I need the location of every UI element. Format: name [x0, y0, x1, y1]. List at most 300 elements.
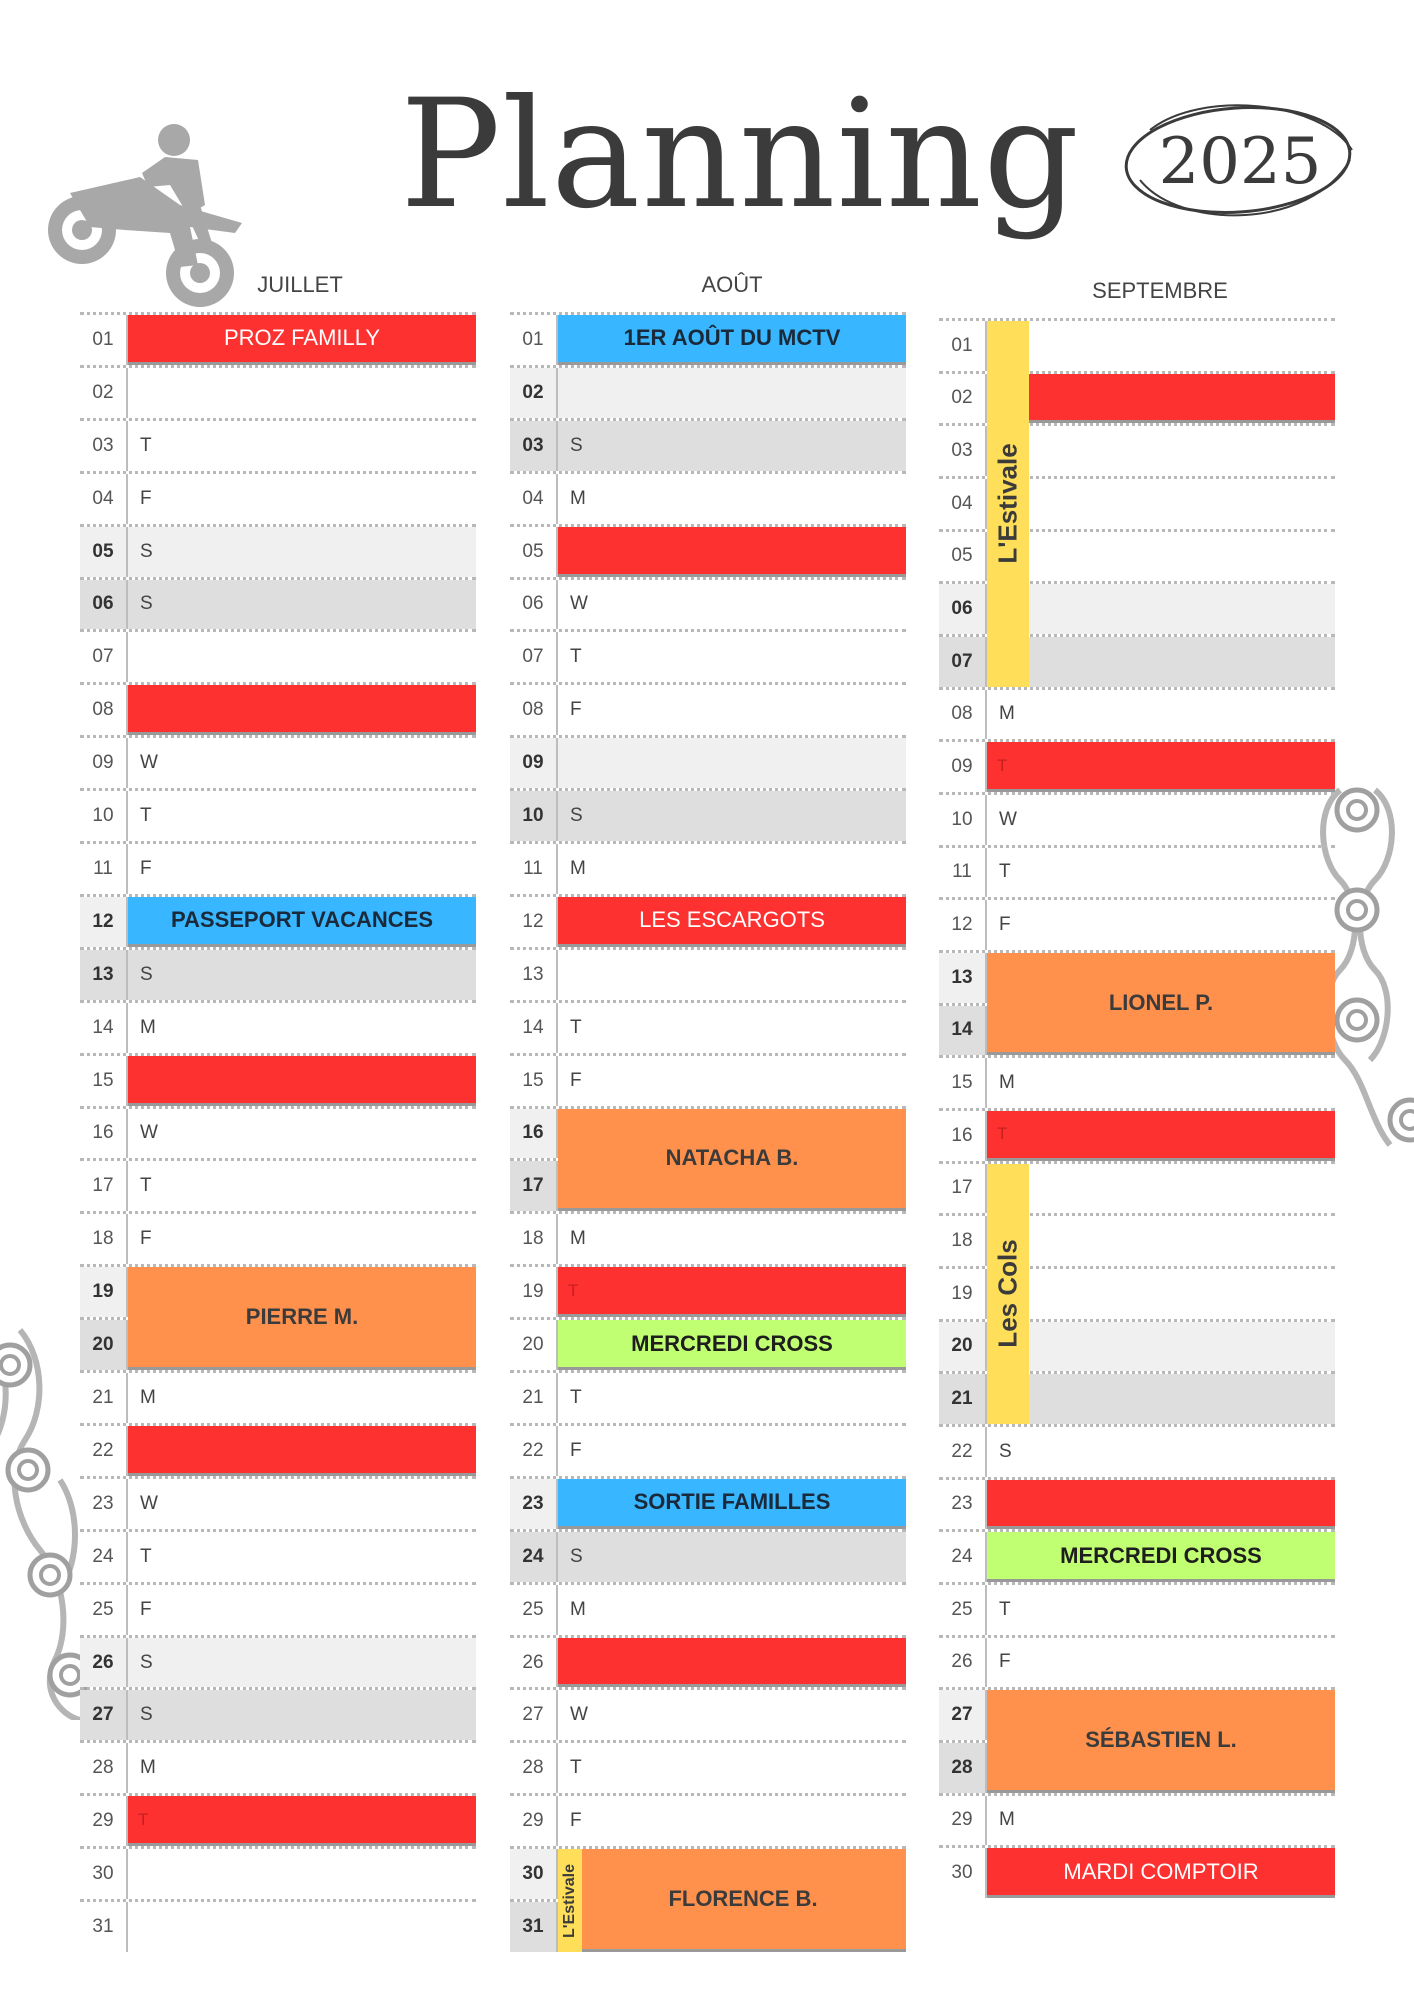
day-number: 30 — [939, 1848, 987, 1898]
day-number: 27 — [510, 1690, 558, 1740]
event-label: 1ER AOÛT DU MCTV — [623, 325, 841, 351]
weekday-letter: T — [570, 1757, 582, 1779]
day-row — [510, 682, 906, 735]
event-label: PASSEPORT VACANCES — [170, 907, 433, 933]
day-number: 11 — [510, 844, 558, 894]
day-cell[interactable] — [987, 1585, 1335, 1635]
day-cell[interactable] — [558, 368, 906, 418]
weekday-letter: W — [140, 1492, 158, 1514]
event-block[interactable] — [1027, 374, 1335, 424]
weekday-letter: W — [570, 593, 588, 615]
day-cell[interactable] — [987, 1427, 1335, 1477]
day-cell[interactable] — [128, 1003, 476, 1053]
day-number: 18 — [939, 1216, 987, 1266]
day-number: 17 — [510, 1161, 558, 1211]
weekday-letter: T — [999, 861, 1011, 883]
day-cell[interactable] — [128, 632, 476, 682]
period-band[interactable] — [558, 1849, 582, 1952]
day-number: 31 — [510, 1902, 558, 1952]
weekday-letter: M — [570, 857, 586, 879]
day-row — [939, 792, 1335, 845]
day-number: 27 — [80, 1690, 128, 1740]
day-cell[interactable] — [558, 1214, 906, 1264]
day-row — [80, 1582, 476, 1635]
day-number: 04 — [510, 474, 558, 524]
weekday-letter: S — [570, 805, 583, 827]
weekday-letter: T — [570, 1387, 582, 1408]
day-row — [510, 365, 906, 418]
year-label: 2025 — [1158, 125, 1322, 199]
day-cell[interactable] — [987, 1796, 1335, 1846]
day-cell[interactable] — [558, 1056, 906, 1106]
day-row — [939, 1055, 1335, 1108]
day-row — [80, 1899, 476, 1952]
weekday-letter: T — [140, 434, 152, 456]
day-number: 14 — [80, 1003, 128, 1053]
weekday-letter: T — [997, 755, 1008, 775]
day-row — [80, 1476, 476, 1529]
day-row — [80, 1740, 476, 1793]
day-row — [80, 735, 476, 788]
day-number: 19 — [939, 1269, 987, 1319]
day-cell[interactable] — [987, 1164, 1335, 1214]
day-row — [939, 1635, 1335, 1688]
day-number: 04 — [80, 474, 128, 524]
day-number: 03 — [939, 426, 987, 476]
weekday-letter: T — [570, 1016, 582, 1038]
day-number: 13 — [510, 950, 558, 1000]
day-row — [510, 629, 906, 682]
day-cell[interactable] — [558, 738, 906, 788]
weekday-letter: M — [140, 1757, 156, 1779]
period-band[interactable] — [987, 321, 1029, 687]
day-cell[interactable] — [558, 474, 906, 524]
weekday-letter: M — [570, 487, 586, 509]
day-row — [80, 841, 476, 894]
event-block[interactable] — [128, 685, 476, 735]
day-number: 09 — [510, 738, 558, 788]
day-number: 25 — [510, 1585, 558, 1635]
day-cell[interactable] — [558, 844, 906, 894]
day-cell[interactable] — [987, 426, 1335, 476]
day-row — [510, 1793, 906, 1846]
event-label: NATACHA B. — [665, 1145, 799, 1171]
weekday-letter: W — [140, 1122, 158, 1144]
day-row — [80, 1635, 476, 1688]
event-block[interactable] — [128, 1426, 476, 1476]
day-number: 16 — [510, 1109, 558, 1159]
day-cell[interactable] — [987, 584, 1335, 634]
day-number: 25 — [80, 1585, 128, 1635]
weekday-letter: F — [999, 914, 1011, 936]
day-cell[interactable] — [128, 1214, 476, 1264]
weekday-letter: T — [570, 646, 582, 668]
day-number: 10 — [510, 791, 558, 841]
day-number: 21 — [80, 1373, 128, 1423]
day-number: 18 — [80, 1214, 128, 1264]
day-number: 04 — [939, 479, 987, 529]
day-number: 19 — [80, 1267, 128, 1317]
weekday-letter: F — [140, 1598, 152, 1620]
day-number: 24 — [510, 1532, 558, 1582]
day-number: 08 — [80, 685, 128, 735]
event-block[interactable] — [558, 527, 906, 577]
day-number: 24 — [80, 1532, 128, 1582]
day-cell[interactable] — [558, 685, 906, 735]
day-cell[interactable] — [128, 1161, 476, 1211]
event-block[interactable] — [128, 1267, 476, 1370]
day-cell[interactable] — [128, 1638, 476, 1688]
day-number: 09 — [939, 742, 987, 792]
day-cell[interactable] — [987, 795, 1335, 845]
day-row — [80, 947, 476, 1000]
day-row — [939, 687, 1335, 740]
day-cell[interactable] — [558, 580, 906, 630]
day-row — [510, 418, 906, 471]
weekday-letter: S — [140, 593, 153, 615]
day-number: 03 — [80, 421, 128, 471]
day-number: 11 — [939, 848, 987, 898]
event-label: FLORENCE B. — [668, 1886, 818, 1912]
day-row — [510, 1370, 906, 1423]
day-cell[interactable] — [987, 1374, 1335, 1424]
weekday-letter: W — [140, 752, 158, 774]
day-number: 26 — [939, 1638, 987, 1688]
day-number: 15 — [510, 1056, 558, 1106]
weekday-letter: M — [570, 1228, 586, 1250]
weekday-letter: M — [999, 703, 1015, 725]
day-number: 02 — [80, 368, 128, 418]
day-row — [80, 1846, 476, 1899]
day-number: 20 — [510, 1320, 558, 1370]
day-number: 05 — [510, 527, 558, 577]
weekday-letter: T — [140, 805, 152, 827]
day-number: 12 — [510, 897, 558, 947]
weekday-letter: M — [140, 1387, 156, 1408]
day-number: 02 — [510, 368, 558, 418]
day-row — [510, 841, 906, 894]
weekday-letter: T — [140, 1175, 152, 1197]
event-label: MERCREDI CROSS — [631, 1330, 833, 1356]
weekday-letter: S — [140, 1651, 153, 1673]
day-number: 06 — [510, 580, 558, 630]
day-cell[interactable] — [128, 1902, 476, 1952]
event-label: MERCREDI CROSS — [1060, 1542, 1262, 1568]
day-number: 14 — [939, 1006, 987, 1056]
weekday-letter: M — [999, 1072, 1015, 1094]
day-cell[interactable] — [558, 1426, 906, 1476]
day-cell[interactable] — [558, 1373, 906, 1423]
day-cell[interactable] — [987, 1058, 1335, 1108]
weekday-letter: W — [570, 1704, 588, 1726]
weekday-letter: T — [568, 1280, 579, 1300]
day-number: 19 — [510, 1267, 558, 1317]
day-row — [939, 1424, 1335, 1477]
month-title-septembre: SEPTEMBRE — [1092, 278, 1228, 303]
day-row — [510, 1423, 906, 1476]
month-column-aout — [510, 312, 906, 1952]
day-number: 02 — [939, 374, 987, 424]
weekday-letter: T — [997, 1124, 1008, 1144]
weekday-letter: M — [140, 1016, 156, 1038]
weekday-letter: S — [140, 963, 153, 985]
day-row — [510, 735, 906, 788]
event-block[interactable] — [558, 315, 906, 365]
day-row — [510, 1687, 906, 1740]
day-number: 29 — [80, 1796, 128, 1846]
day-number: 22 — [510, 1426, 558, 1476]
day-number: 01 — [939, 321, 987, 371]
day-cell[interactable] — [558, 1585, 906, 1635]
period-band[interactable] — [987, 1164, 1029, 1424]
day-cell[interactable] — [558, 1003, 906, 1053]
day-number: 24 — [939, 1532, 987, 1582]
day-number: 01 — [80, 315, 128, 365]
day-number: 23 — [510, 1479, 558, 1529]
day-number: 21 — [939, 1374, 987, 1424]
day-row — [939, 1793, 1335, 1846]
day-cell[interactable] — [128, 527, 476, 577]
day-number: 26 — [80, 1638, 128, 1688]
day-cell[interactable] — [128, 791, 476, 841]
day-cell[interactable] — [128, 1479, 476, 1529]
day-number: 13 — [939, 953, 987, 1003]
event-block[interactable] — [128, 897, 476, 947]
day-cell[interactable] — [128, 421, 476, 471]
day-row — [80, 1000, 476, 1053]
day-cell[interactable] — [128, 1373, 476, 1423]
day-row — [80, 629, 476, 682]
day-row — [510, 1582, 906, 1635]
event-label: SÉBASTIEN L. — [1085, 1726, 1237, 1752]
day-cell[interactable] — [128, 844, 476, 894]
month-column-septembre — [939, 318, 1335, 1898]
weekday-letter: M — [570, 1598, 586, 1620]
day-cell[interactable] — [558, 421, 906, 471]
day-number: 23 — [80, 1479, 128, 1529]
weekday-letter: S — [140, 1704, 153, 1726]
day-number: 17 — [80, 1161, 128, 1211]
weekday-letter: T — [140, 1545, 152, 1567]
day-cell[interactable] — [987, 848, 1335, 898]
day-cell[interactable] — [987, 900, 1335, 950]
day-row — [510, 1053, 906, 1106]
day-row — [939, 845, 1335, 898]
event-block[interactable] — [987, 1111, 1335, 1161]
day-row — [510, 577, 906, 630]
event-block[interactable] — [987, 1848, 1335, 1898]
event-block[interactable] — [128, 315, 476, 365]
day-row — [510, 1740, 906, 1793]
event-block[interactable] — [987, 742, 1335, 792]
day-number: 17 — [939, 1164, 987, 1214]
event-block[interactable] — [558, 897, 906, 947]
day-number: 30 — [510, 1849, 558, 1899]
day-number: 28 — [510, 1743, 558, 1793]
day-number: 22 — [939, 1427, 987, 1477]
day-row — [510, 788, 906, 841]
weekday-letter: S — [140, 540, 153, 562]
day-cell[interactable] — [987, 1216, 1335, 1266]
day-row — [80, 524, 476, 577]
weekday-letter: S — [570, 1545, 583, 1567]
day-row — [80, 1106, 476, 1159]
day-number: 23 — [939, 1480, 987, 1530]
event-block[interactable] — [987, 1532, 1335, 1582]
day-cell[interactable] — [128, 1690, 476, 1740]
weekday-letter: T — [999, 1598, 1011, 1620]
weekday-letter: M — [999, 1809, 1015, 1831]
day-number: 10 — [80, 791, 128, 841]
day-number: 22 — [80, 1426, 128, 1476]
event-block[interactable] — [987, 1690, 1335, 1792]
year-badge — [1120, 90, 1360, 240]
day-row — [510, 1000, 906, 1053]
day-row — [80, 1687, 476, 1740]
day-row — [80, 788, 476, 841]
day-row — [80, 1211, 476, 1264]
day-cell[interactable] — [558, 1743, 906, 1793]
period-band-label: L'Estivale — [561, 1863, 578, 1938]
day-number: 05 — [80, 527, 128, 577]
day-cell[interactable] — [128, 580, 476, 630]
day-row — [939, 1582, 1335, 1635]
day-number: 06 — [939, 584, 987, 634]
day-number: 07 — [939, 637, 987, 687]
day-cell[interactable] — [128, 1849, 476, 1899]
day-number: 29 — [510, 1796, 558, 1846]
day-number: 31 — [80, 1902, 128, 1952]
weekday-letter: F — [140, 487, 152, 509]
event-label: LIONEL P. — [1108, 989, 1214, 1015]
day-number: 12 — [939, 900, 987, 950]
weekday-letter: S — [570, 434, 583, 456]
day-row — [510, 471, 906, 524]
event-label: PROZ FAMILLY — [223, 325, 381, 351]
day-number: 30 — [80, 1849, 128, 1899]
day-row — [80, 365, 476, 418]
day-cell[interactable] — [987, 1322, 1335, 1372]
event-block[interactable] — [128, 1796, 476, 1846]
day-cell[interactable] — [128, 738, 476, 788]
day-cell[interactable] — [128, 1532, 476, 1582]
day-number: 28 — [80, 1743, 128, 1793]
day-number: 15 — [939, 1058, 987, 1108]
day-cell[interactable] — [558, 1690, 906, 1740]
weekday-letter: S — [999, 1440, 1012, 1462]
day-cell[interactable] — [558, 1532, 906, 1582]
day-number: 13 — [80, 950, 128, 1000]
day-cell[interactable] — [558, 791, 906, 841]
event-label: PIERRE M. — [245, 1304, 359, 1330]
day-number: 26 — [510, 1638, 558, 1688]
event-label: SORTIE FAMILLES — [633, 1489, 831, 1515]
day-cell[interactable] — [128, 1585, 476, 1635]
day-number: 05 — [939, 532, 987, 582]
day-cell[interactable] — [558, 1796, 906, 1846]
day-number: 03 — [510, 421, 558, 471]
event-block[interactable] — [558, 1109, 906, 1212]
day-cell[interactable] — [987, 1269, 1335, 1319]
weekday-letter: T — [138, 1809, 149, 1829]
day-number: 25 — [939, 1585, 987, 1635]
day-number: 01 — [510, 315, 558, 365]
day-number: 18 — [510, 1214, 558, 1264]
day-row — [80, 1158, 476, 1211]
day-cell[interactable] — [128, 950, 476, 1000]
event-block[interactable] — [580, 1849, 906, 1952]
day-number: 28 — [939, 1743, 987, 1793]
weekday-letter: F — [570, 699, 582, 721]
day-number: 07 — [510, 632, 558, 682]
month-title-aout: AOÛT — [701, 272, 763, 297]
day-number: 08 — [939, 690, 987, 740]
day-number: 21 — [510, 1373, 558, 1423]
day-row — [510, 947, 906, 1000]
day-row — [80, 1370, 476, 1423]
event-block[interactable] — [558, 1479, 906, 1529]
day-cell[interactable] — [128, 474, 476, 524]
event-block[interactable] — [558, 1267, 906, 1317]
day-cell[interactable] — [987, 637, 1335, 687]
day-cell[interactable] — [128, 1109, 476, 1159]
day-cell[interactable] — [987, 532, 1335, 582]
day-number: 12 — [80, 897, 128, 947]
weekday-letter: W — [999, 808, 1017, 830]
day-cell[interactable] — [128, 1743, 476, 1793]
period-band-label: L'Estivale — [992, 443, 1023, 565]
day-number: 27 — [939, 1690, 987, 1740]
day-row — [80, 1529, 476, 1582]
day-cell[interactable] — [987, 321, 1335, 371]
day-row — [80, 577, 476, 630]
day-row — [510, 1211, 906, 1264]
day-number: 06 — [80, 580, 128, 630]
weekday-letter: F — [140, 1228, 152, 1250]
day-number: 07 — [80, 632, 128, 682]
day-row — [939, 897, 1335, 950]
weekday-letter: F — [140, 857, 152, 879]
event-label: MARDI COMPTOIR — [1063, 1858, 1259, 1884]
day-cell[interactable] — [128, 368, 476, 418]
day-number: 14 — [510, 1003, 558, 1053]
event-block[interactable] — [128, 1056, 476, 1106]
day-row — [80, 471, 476, 524]
day-number: 11 — [80, 844, 128, 894]
day-number: 20 — [939, 1322, 987, 1372]
day-number: 08 — [510, 685, 558, 735]
event-block[interactable] — [987, 1480, 1335, 1530]
weekday-letter: F — [570, 1069, 582, 1091]
event-block[interactable] — [987, 953, 1335, 1055]
event-block[interactable] — [558, 1320, 906, 1370]
day-cell[interactable] — [558, 632, 906, 682]
day-cell[interactable] — [987, 1638, 1335, 1688]
month-column-juillet — [80, 312, 476, 1952]
weekday-letter: F — [999, 1651, 1011, 1673]
day-cell[interactable] — [558, 950, 906, 1000]
day-cell[interactable] — [987, 479, 1335, 529]
day-cell[interactable] — [987, 690, 1335, 740]
page-title: Planning — [400, 68, 1081, 242]
event-block[interactable] — [558, 1638, 906, 1688]
day-number: 09 — [80, 738, 128, 788]
day-number: 16 — [80, 1109, 128, 1159]
day-row — [80, 418, 476, 471]
day-number: 10 — [939, 795, 987, 845]
month-title-juillet: JUILLET — [257, 272, 343, 297]
day-number: 29 — [939, 1796, 987, 1846]
